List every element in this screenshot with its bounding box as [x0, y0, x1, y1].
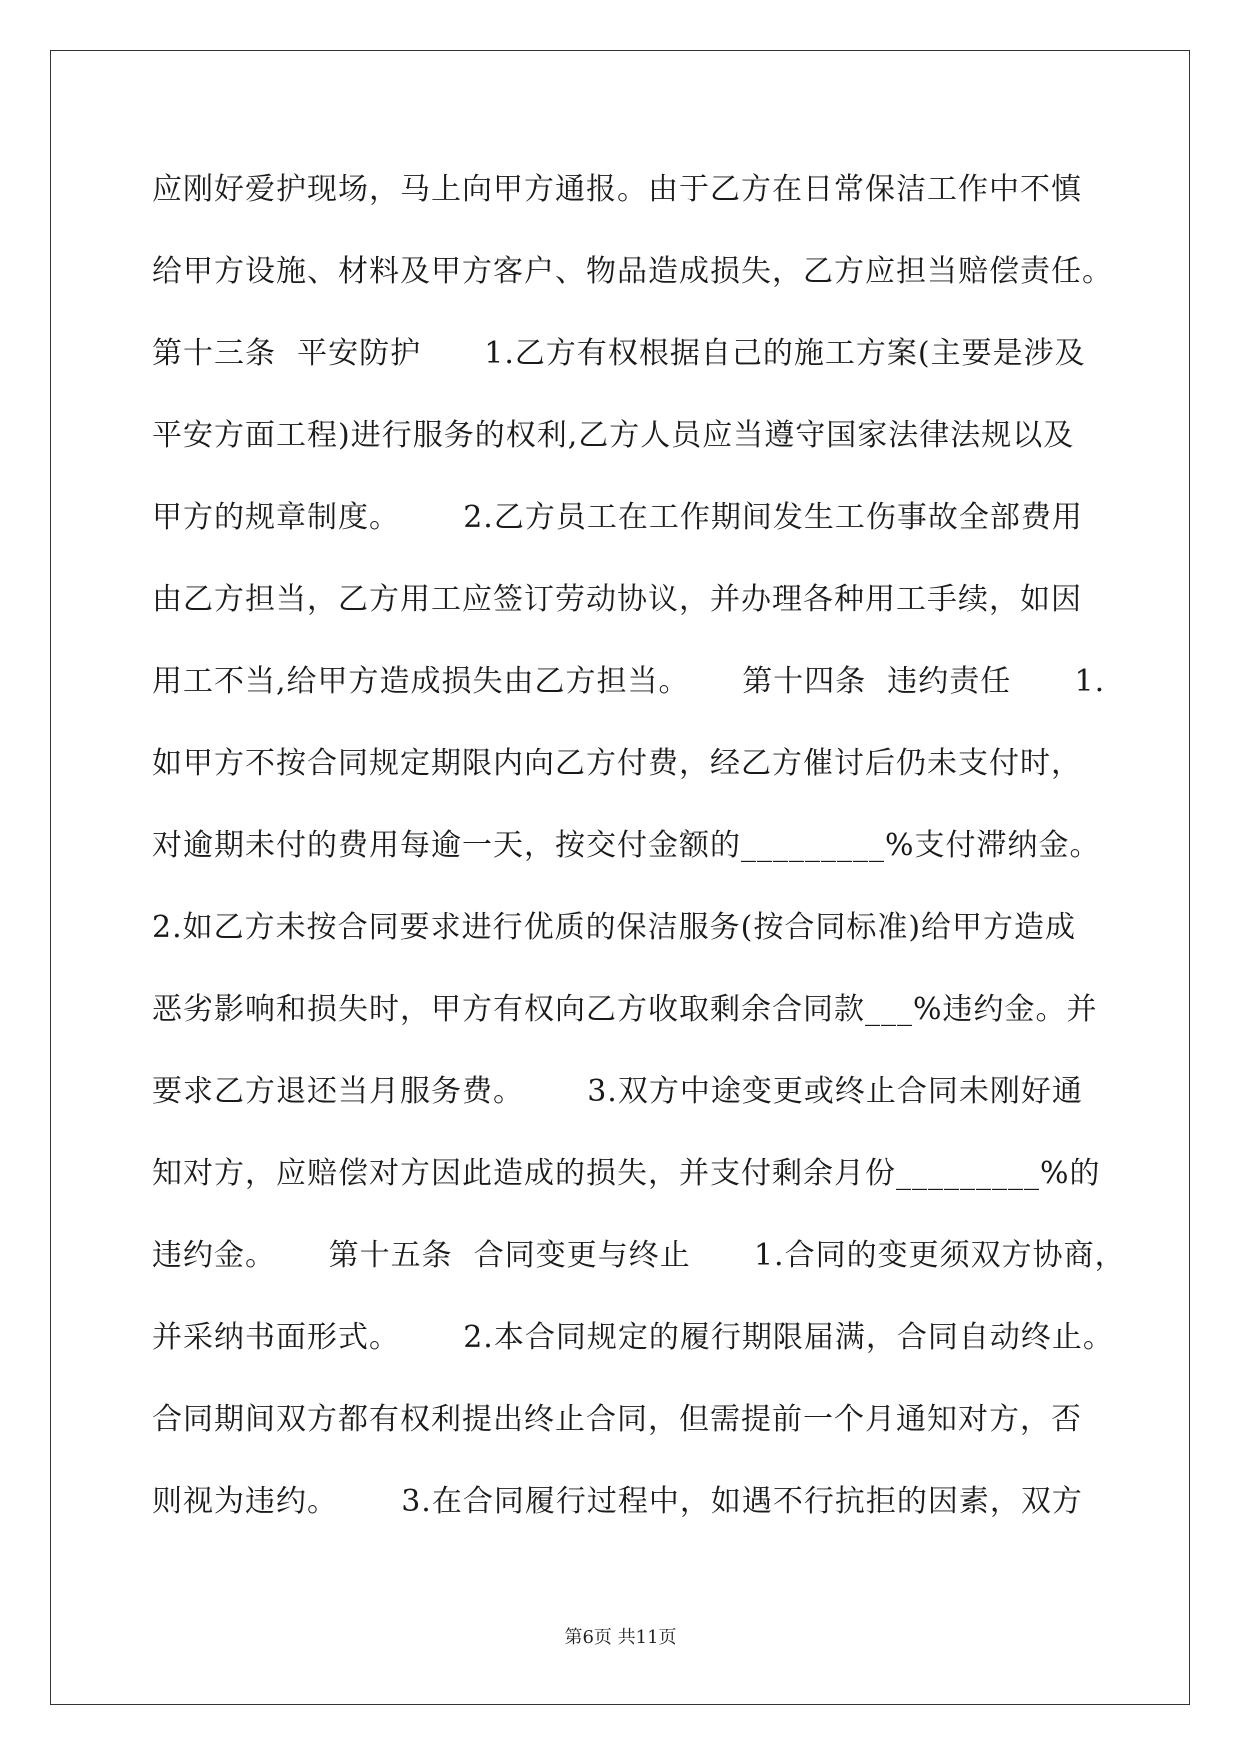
- page-number-footer: 第6页 共11页: [564, 1627, 677, 1648]
- text-line: 违约金。 第十五条 合同变更与终止 1.合同的变更须双方协商，: [152, 1238, 1126, 1273]
- text-line: 要求乙方退还当月服务费。 3.双方中途变更或终止合同未刚好通: [152, 1074, 1083, 1109]
- contract-body-text: [152, 165, 1126, 1559]
- text-line: 2.如乙方未按合同要求进行优质的保洁服务(按合同标准)给甲方造成: [152, 910, 1077, 945]
- text-line: 甲方的规章制度。 2.乙方员工在工作期间发生工伤事故全部费用: [152, 500, 1083, 535]
- text-line: 则视为违约。 3.在合同履行过程中，如遇不行抗拒的因素，双方: [152, 1484, 1083, 1519]
- text-line: 恶劣影响和损失时，甲方有权向乙方收取剩余合同款___%违约金。并: [152, 992, 1098, 1027]
- text-line: 对逾期未付的费用每逾一天，按交付金额的_________%支付滞纳金。: [152, 828, 1101, 863]
- text-line: 知对方，应赔偿对方因此造成的损失，并支付剩余月份_________%的: [152, 1156, 1101, 1191]
- text-line: 给甲方设施、材料及甲方客户、物品造成损失，乙方应担当赔偿责任。: [152, 254, 1113, 289]
- text-line: 如甲方不按合同规定期限内向乙方付费，经乙方催讨后仍未支付时，: [152, 746, 1082, 781]
- text-line: 应刚好爱护现场，马上向甲方通报。由于乙方在日常保洁工作中不慎: [152, 172, 1082, 207]
- text-line: 合同期间双方都有权利提出终止合同，但需提前一个月通知对方，否: [152, 1402, 1082, 1437]
- text-line: 第十三条 平安防护 1.乙方有权根据自己的施工方案(主要是涉及: [152, 336, 1086, 371]
- text-line: 由乙方担当，乙方用工应签订劳动协议，并办理各种用工手续，如因: [152, 582, 1082, 617]
- text-line: 平安方面工程)进行服务的权利,乙方人员应当遵守国家法律法规以及: [152, 418, 1075, 453]
- text-line: 并采纳书面形式。 2.本合同规定的履行期限届满，合同自动终止。: [152, 1320, 1114, 1355]
- text-line: 用工不当,给甲方造成损失由乙方担当。 第十四条 违约责任 1.: [152, 664, 1106, 699]
